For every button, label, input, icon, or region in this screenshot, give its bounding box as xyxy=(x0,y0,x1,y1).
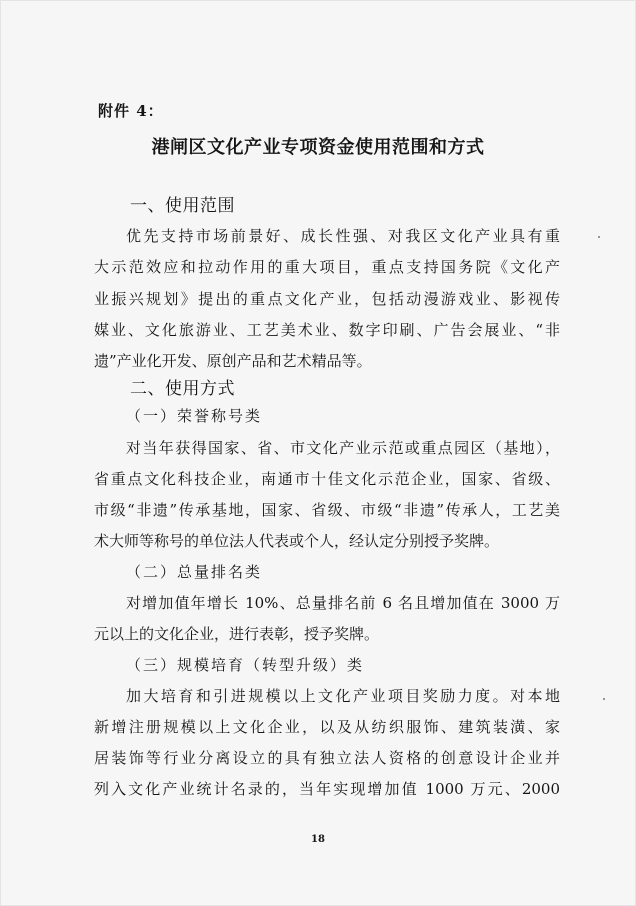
paragraph-line: 省重点文化科技企业，南通市十佳文化示范企业，国家、省级、 xyxy=(94,470,560,488)
paragraph-line: 对当年获得国家、省、市文化产业示范或重点园区（基地）， xyxy=(126,439,560,457)
paragraph-line: 新增注册规模以上文化企业，以及从纺织服饰、建筑装潢、家 xyxy=(94,718,560,736)
paragraph-line: 术大师等称号的单位法人代表或个人，经认定分别授予奖牌。 xyxy=(94,532,500,550)
subsection-heading-honor: （一）荣誉称号类 xyxy=(126,407,263,425)
page-number: 18 xyxy=(311,834,325,845)
paragraph-line: 媒业、文化旅游业、工艺美术业、数字印刷、广告会展业、“非 xyxy=(94,321,560,339)
attachment-label: 附件 4： xyxy=(98,102,164,120)
paragraph-line: 市级“非遗”传承基地，国家、省级、市级“非遗”传承人，工艺美 xyxy=(94,501,560,519)
paragraph-line: 居装饰等行业分离设立的具有独立法人资格的创意设计企业并 xyxy=(94,749,560,767)
section-heading-scope: 一、使用范围 xyxy=(130,196,235,216)
paragraph-line: 业振兴规划》提出的重点文化产业，包括动漫游戏业、影视传 xyxy=(94,290,560,308)
document-title: 港闸区文化产业专项资金使用范围和方式 xyxy=(151,137,485,158)
paragraph-line: 大示范效应和拉动作用的重大项目，重点支持国务院《文化产 xyxy=(94,258,560,276)
scan-speck xyxy=(598,236,600,238)
subsection-heading-scale: （三）规模培育（转型升级）类 xyxy=(126,656,365,674)
paragraph-line: 加大培育和引进规模以上文化产业项目奖励力度。对本地 xyxy=(126,687,560,705)
paragraph-line: 遗”产业化开发、原创产品和艺术精品等。 xyxy=(94,352,372,370)
paragraph-line: 优先支持市场前景好、成长性强、对我区文化产业具有重 xyxy=(126,227,560,245)
paragraph-line: 对增加值年增长 10%、总量排名前 6 名且增加值在 3000 万 xyxy=(126,594,560,612)
section-heading-methods: 二、使用方式 xyxy=(130,379,235,399)
subsection-heading-ranking: （二）总量排名类 xyxy=(126,563,263,581)
paragraph-line: 列入文化产业统计名录的，当年实现增加值 1000 万元、2000 xyxy=(94,780,560,798)
scan-speck xyxy=(603,698,605,700)
paragraph-line: 元以上的文化企业，进行表彰，授予奖牌。 xyxy=(94,625,380,643)
